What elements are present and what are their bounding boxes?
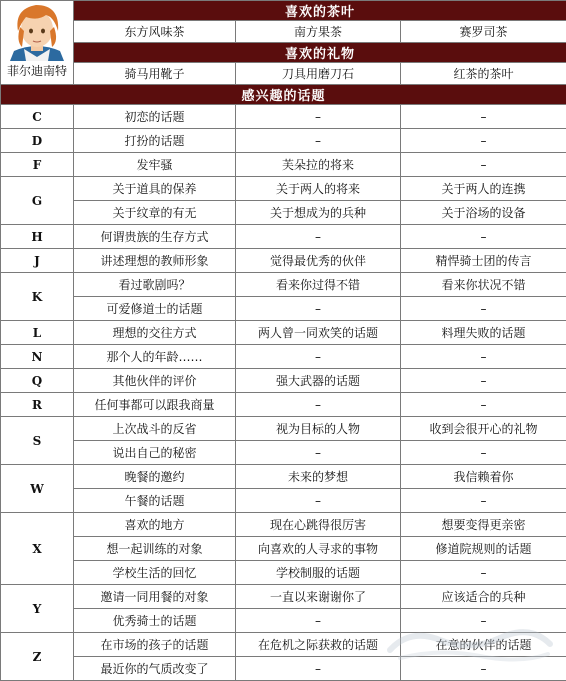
topic-row bbox=[1, 537, 566, 561]
topic-cell: 关于两人的连携 bbox=[401, 177, 566, 201]
topic-letter: Q bbox=[1, 369, 74, 393]
topic-cell: 料理失败的话题 bbox=[401, 321, 566, 345]
topic-cell: – bbox=[236, 225, 401, 249]
topic-letter: Y bbox=[1, 585, 74, 633]
topic-cell: 想要变得更亲密 bbox=[401, 513, 566, 537]
topic-cell: 何谓贵族的生存方式 bbox=[74, 225, 236, 249]
topic-row bbox=[1, 441, 566, 465]
topic-row bbox=[1, 633, 566, 657]
topic-cell: 初恋的话题 bbox=[74, 105, 236, 129]
topic-letter: D bbox=[1, 129, 74, 153]
topic-cell: 现在心跳得很厉害 bbox=[236, 513, 401, 537]
topic-letter: J bbox=[1, 249, 74, 273]
topic-cell: 视为目标的人物 bbox=[236, 417, 401, 441]
topic-cell: 关于道具的保养 bbox=[74, 177, 236, 201]
topic-cell: 最近你的气质改变了 bbox=[74, 657, 236, 681]
topic-cell: 觉得最优秀的伙伴 bbox=[236, 249, 401, 273]
table-body bbox=[1, 1, 566, 681]
topic-row bbox=[1, 417, 566, 441]
topic-letter: C bbox=[1, 105, 74, 129]
topic-cell: 修道院规则的话题 bbox=[401, 537, 566, 561]
topic-letter: Z bbox=[1, 633, 74, 681]
topic-cell: – bbox=[401, 393, 566, 417]
topic-cell: – bbox=[236, 441, 401, 465]
topic-cell: – bbox=[236, 489, 401, 513]
topic-cell: – bbox=[401, 297, 566, 321]
topic-cell: 在危机之际获救的话题 bbox=[236, 633, 401, 657]
topic-cell: 收到会很开心的礼物 bbox=[401, 417, 566, 441]
topic-cell: 看来你过得不错 bbox=[236, 273, 401, 297]
topic-letter: W bbox=[1, 465, 74, 513]
topic-row bbox=[1, 105, 566, 129]
topic-cell: 理想的交往方式 bbox=[74, 321, 236, 345]
topic-cell: – bbox=[401, 609, 566, 633]
topic-cell: 想一起训练的对象 bbox=[74, 537, 236, 561]
gift-item: 刀具用磨刀石 bbox=[236, 63, 401, 85]
topic-row bbox=[1, 609, 566, 633]
topic-row bbox=[1, 129, 566, 153]
topic-cell: 芙朵拉的将来 bbox=[236, 153, 401, 177]
topic-cell: 午餐的话题 bbox=[74, 489, 236, 513]
topic-cell: – bbox=[236, 129, 401, 153]
topic-letter: X bbox=[1, 513, 74, 585]
topic-cell: – bbox=[236, 657, 401, 681]
topic-cell: – bbox=[401, 105, 566, 129]
topic-cell: – bbox=[401, 561, 566, 585]
topic-cell: 邀请一同用餐的对象 bbox=[74, 585, 236, 609]
topic-cell: – bbox=[401, 225, 566, 249]
topic-letter: K bbox=[1, 273, 74, 321]
topic-letter: L bbox=[1, 321, 74, 345]
character-name: 菲尔迪南特 bbox=[1, 62, 73, 80]
topic-letter: S bbox=[1, 417, 74, 465]
tea-header: 喜欢的茶叶 bbox=[74, 1, 566, 21]
tea-header-row bbox=[1, 1, 566, 21]
character-cell bbox=[1, 1, 74, 85]
tea-row bbox=[1, 21, 566, 43]
topic-row bbox=[1, 345, 566, 369]
topic-cell: 看过歌剧吗？ bbox=[74, 273, 236, 297]
topic-cell: 任何事都可以跟我商量 bbox=[74, 393, 236, 417]
topic-cell: – bbox=[236, 393, 401, 417]
topic-cell: 关于纹章的有无 bbox=[74, 201, 236, 225]
topic-letter: G bbox=[1, 177, 74, 225]
topic-row bbox=[1, 297, 566, 321]
topic-cell: 上次战斗的反省 bbox=[74, 417, 236, 441]
topic-row bbox=[1, 393, 566, 417]
topic-cell: 讲述理想的教师形象 bbox=[74, 249, 236, 273]
topic-row bbox=[1, 657, 566, 681]
topic-cell: 优秀骑士的话题 bbox=[74, 609, 236, 633]
tea-item: 南方果茶 bbox=[236, 21, 401, 43]
topic-cell: – bbox=[401, 345, 566, 369]
topic-cell: 一直以来谢谢你了 bbox=[236, 585, 401, 609]
topic-row bbox=[1, 465, 566, 489]
topic-cell: 关于想成为的兵种 bbox=[236, 201, 401, 225]
gift-header-row bbox=[1, 43, 566, 63]
topic-row bbox=[1, 177, 566, 201]
topic-row bbox=[1, 201, 566, 225]
topic-row bbox=[1, 321, 566, 345]
topic-cell: 精悍骑士团的传言 bbox=[401, 249, 566, 273]
topic-cell: 看来你状况不错 bbox=[401, 273, 566, 297]
topic-cell: – bbox=[236, 105, 401, 129]
topic-row bbox=[1, 513, 566, 537]
topic-row bbox=[1, 561, 566, 585]
topic-cell: 说出自己的秘密 bbox=[74, 441, 236, 465]
topic-cell: 关于浴场的设备 bbox=[401, 201, 566, 225]
topic-row bbox=[1, 369, 566, 393]
topic-cell: 在意的伙伴的话题 bbox=[401, 633, 566, 657]
topic-cell: 那个人的年龄…… bbox=[74, 345, 236, 369]
topic-cell: 两人曾一同欢笑的话题 bbox=[236, 321, 401, 345]
topic-cell: 在市场的孩子的话题 bbox=[74, 633, 236, 657]
topic-row bbox=[1, 489, 566, 513]
topic-cell: – bbox=[236, 297, 401, 321]
character-portrait-icon bbox=[2, 1, 72, 61]
topic-row bbox=[1, 225, 566, 249]
topic-cell: 喜欢的地方 bbox=[74, 513, 236, 537]
gift-item: 红茶的茶叶 bbox=[401, 63, 566, 85]
topic-cell: – bbox=[401, 489, 566, 513]
gift-row bbox=[1, 63, 566, 85]
topic-cell: 学校制服的话题 bbox=[236, 561, 401, 585]
topic-cell: 发牢骚 bbox=[74, 153, 236, 177]
topic-row bbox=[1, 585, 566, 609]
topic-cell: – bbox=[401, 441, 566, 465]
tea-item: 东方风味茶 bbox=[74, 21, 236, 43]
topic-cell: – bbox=[236, 609, 401, 633]
topic-row bbox=[1, 153, 566, 177]
topic-letter: F bbox=[1, 153, 74, 177]
topic-cell: – bbox=[401, 129, 566, 153]
topic-letter: H bbox=[1, 225, 74, 249]
topic-cell: 可爱修道士的话题 bbox=[74, 297, 236, 321]
tea-item: 赛罗司茶 bbox=[401, 21, 566, 43]
topic-cell: 其他伙伴的评价 bbox=[74, 369, 236, 393]
topic-cell: – bbox=[401, 657, 566, 681]
topic-cell: 强大武器的话题 bbox=[236, 369, 401, 393]
topic-row bbox=[1, 249, 566, 273]
topic-letter: R bbox=[1, 393, 74, 417]
topic-cell: 打扮的话题 bbox=[74, 129, 236, 153]
gift-header: 喜欢的礼物 bbox=[74, 43, 566, 63]
topic-cell: 关于两人的将来 bbox=[236, 177, 401, 201]
topic-cell: – bbox=[236, 345, 401, 369]
topic-letter: N bbox=[1, 345, 74, 369]
topic-cell: – bbox=[401, 153, 566, 177]
topics-header: 感兴趣的话题 bbox=[1, 85, 566, 105]
topic-cell: 学校生活的回忆 bbox=[74, 561, 236, 585]
gift-item: 骑马用靴子 bbox=[74, 63, 236, 85]
topic-cell: 未来的梦想 bbox=[236, 465, 401, 489]
topic-cell: 向喜欢的人寻求的事物 bbox=[236, 537, 401, 561]
topic-cell: 我信赖着你 bbox=[401, 465, 566, 489]
topic-row bbox=[1, 273, 566, 297]
topics-header-row bbox=[1, 85, 566, 105]
topic-cell: 晚餐的邀约 bbox=[74, 465, 236, 489]
topic-cell: 应该适合的兵种 bbox=[401, 585, 566, 609]
topic-cell: – bbox=[401, 369, 566, 393]
